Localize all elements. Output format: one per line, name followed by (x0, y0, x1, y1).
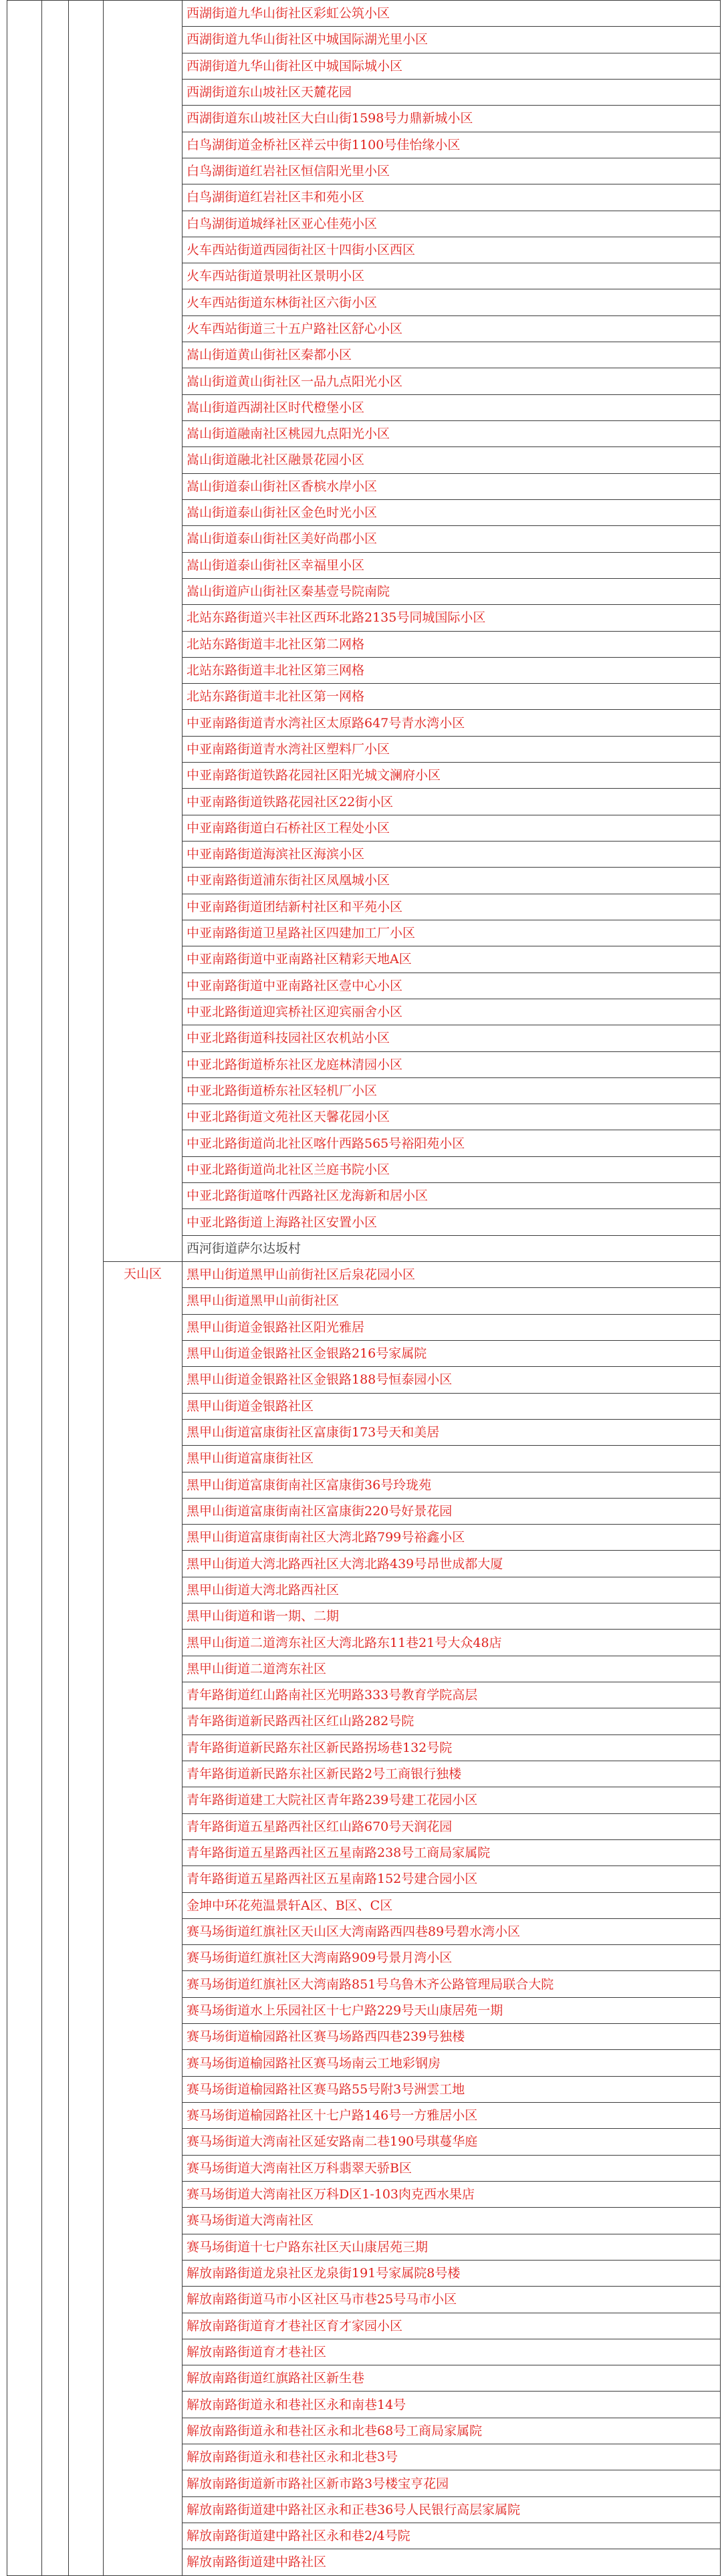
blank-cell (42, 1, 69, 2576)
address-cell: 黑甲山街道二道湾东社区大湾北路东11巷21号大众48店 (183, 1630, 721, 1656)
address-cell: 北站东路街道丰北社区第二网格 (183, 631, 721, 657)
address-cell: 火车西站街道东林街社区六街小区 (183, 289, 721, 315)
address-cell: 中亚北路街道桥东社区龙庭林清园小区 (183, 1051, 721, 1077)
address-cell: 中亚北路街道文苑社区天馨花园小区 (183, 1104, 721, 1130)
address-cell: 白鸟湖街道红岩社区丰和苑小区 (183, 184, 721, 211)
address-cell: 黑甲山街道富康街南社区富康街36号玲珑苑 (183, 1472, 721, 1498)
address-cell: 赛马场街道红旗社区大湾南路909号景月湾小区 (183, 1945, 721, 1971)
address-cell: 中亚南路街道铁路花园社区22街小区 (183, 789, 721, 815)
address-cell: 中亚南路街道白石桥社区工程处小区 (183, 815, 721, 841)
district-label: 天山区 (123, 1267, 162, 1281)
address-cell: 青年路街道五星路西社区五星南路238号工商局家属院 (183, 1839, 721, 1865)
address-cell: 中亚南路街道青水湾社区太原路647号青水湾小区 (183, 710, 721, 736)
table-row (7, 1262, 721, 1288)
address-cell: 中亚南路街道铁路花园社区阳光城文澜府小区 (183, 763, 721, 789)
address-cell: 黑甲山街道金银路社区金银路216号家属院 (183, 1340, 721, 1366)
address-cell: 火车西站街道景明社区景明小区 (183, 263, 721, 289)
address-cell: 中亚北路街道迎宾桥社区迎宾丽舍小区 (183, 999, 721, 1025)
address-cell: 中亚北路街道尚北社区喀什西路565号裕阳苑小区 (183, 1130, 721, 1156)
address-cell: 中亚南路街道海滨社区海滨小区 (183, 842, 721, 868)
address-cell: 嵩山街道庐山街社区秦基壹号院南院 (183, 578, 721, 604)
address-cell: 黑甲山街道金银路社区金银路188号恒泰园小区 (183, 1367, 721, 1393)
address-cell: 中亚北路街道科技园社区农机站小区 (183, 1025, 721, 1051)
address-cell: 赛马场街道榆园路社区赛马场路西四巷239号独楼 (183, 2024, 721, 2050)
address-cell: 解放南路街道永和巷社区永和北巷68号工商局家属院 (183, 2418, 721, 2444)
address-cell: 解放南路街道永和巷社区永和南巷14号 (183, 2392, 721, 2418)
address-cell: 解放南路街道育才巷社区 (183, 2339, 721, 2365)
address-cell: 黑甲山街道金银路社区阳光雅居 (183, 1314, 721, 1340)
address-cell: 火车西站街道三十五户路社区舒心小区 (183, 315, 721, 342)
blank-cell (7, 1, 42, 2576)
address-cell: 青年路街道五星路西社区五星南路152号建合园小区 (183, 1866, 721, 1892)
address-cell: 西湖街道九华山街社区中城国际城小区 (183, 53, 721, 79)
address-cell: 金坤中环花苑温景轩A区、B区、C区 (183, 1892, 721, 1918)
table-row (7, 1, 721, 27)
address-cell: 西湖街道九华山街社区彩虹公筑小区 (183, 1, 721, 27)
address-cell: 青年路街道新民路东社区新民路2号工商银行独楼 (183, 1761, 721, 1787)
address-cell: 赛马场街道十七户路东社区天山康居苑三期 (183, 2234, 721, 2260)
address-cell: 中亚南路街道青水湾社区塑料厂小区 (183, 736, 721, 762)
address-cell: 中亚南路街道团结新村社区和平苑小区 (183, 894, 721, 920)
address-cell: 青年路街道新民路东社区新民路拐场巷132号院 (183, 1734, 721, 1761)
address-cell: 黑甲山街道富康街社区 (183, 1446, 721, 1472)
address-cell: 火车西站街道西园街社区十四街小区西区 (183, 237, 721, 263)
address-cell: 解放南路街道新市路社区新市路3号楼宝亨花园 (183, 2470, 721, 2496)
address-cell: 嵩山街道泰山街社区幸福里小区 (183, 552, 721, 578)
address-cell: 嵩山街道泰山街社区美好尚郡小区 (183, 526, 721, 552)
address-table-body (7, 1, 721, 2576)
address-cell: 中亚北路街道尚北社区兰庭书院小区 (183, 1156, 721, 1182)
address-cell: 嵩山街道融北社区融景花园小区 (183, 447, 721, 473)
address-cell: 黑甲山街道和谐一期、二期 (183, 1603, 721, 1630)
address-cell: 白鸟湖街道金桥社区祥云中街1100号佳怡缘小区 (183, 132, 721, 158)
address-cell: 西湖街道东山坡社区天麓花园 (183, 79, 721, 105)
address-cell: 解放南路街道永和巷社区永和北巷3号 (183, 2444, 721, 2470)
address-cell: 赛马场街道榆园路社区十七户路146号一方雅居小区 (183, 2103, 721, 2129)
address-cell: 赛马场街道大湾南社区万科D区1-103肉克西水果店 (183, 2181, 721, 2207)
address-cell: 解放南路街道红旗路社区新生巷 (183, 2365, 721, 2392)
address-cell: 青年路街道新民路西社区红山路282号院 (183, 1708, 721, 1734)
address-cell: 嵩山街道泰山街社区金色时光小区 (183, 499, 721, 525)
address-cell: 解放南路街道育才巷社区育才家园小区 (183, 2313, 721, 2339)
address-cell: 嵩山街道融南社区桃园九点阳光小区 (183, 421, 721, 447)
address-cell: 解放南路街道建中路社区 (183, 2549, 721, 2575)
address-cell: 中亚北路街道桥东社区轻机厂小区 (183, 1077, 721, 1104)
address-cell: 北站东路街道兴丰社区西环北路2135号同城国际小区 (183, 605, 721, 631)
address-cell: 中亚南路街道浦东街社区凤凰城小区 (183, 868, 721, 894)
address-cell: 赛马场街道榆园路社区赛马场南云工地彩钢房 (183, 2050, 721, 2076)
address-cell: 西湖街道东山坡社区大白山街1598号力鼎新城小区 (183, 106, 721, 132)
address-cell: 黑甲山街道大湾北路西社区 (183, 1577, 721, 1603)
address-cell: 北站东路街道丰北社区第一网格 (183, 684, 721, 710)
address-table (7, 0, 721, 2576)
address-cell: 解放南路街道建中路社区永和正巷36号人民银行高层家属院 (183, 2496, 721, 2523)
address-cell: 嵩山街道黄山街社区一品九点阳光小区 (183, 368, 721, 394)
address-cell: 解放南路街道马市小区社区马市巷25号马市小区 (183, 2287, 721, 2313)
address-cell: 黑甲山街道金银路社区 (183, 1393, 721, 1419)
address-cell: 中亚南路街道中亚南路社区壹中心小区 (183, 973, 721, 999)
address-cell: 嵩山街道泰山街社区香槟水岸小区 (183, 473, 721, 499)
address-cell: 黑甲山街道黑甲山前街社区后泉花园小区 (183, 1262, 721, 1288)
address-cell: 黑甲山街道富康街南社区大湾北路799号裕鑫小区 (183, 1525, 721, 1551)
address-cell: 赛马场街道大湾南社区 (183, 2208, 721, 2234)
address-cell: 中亚南路街道中亚南路社区精彩天地A区 (183, 946, 721, 973)
address-cell: 解放南路街道建中路社区永和巷2/4号院 (183, 2523, 721, 2549)
address-cell: 青年路街道五星路西社区红山路670号天润花园 (183, 1813, 721, 1839)
address-cell: 嵩山街道西湖社区时代橙堡小区 (183, 394, 721, 420)
blank-cell (69, 1, 104, 2576)
address-cell: 黑甲山街道大湾北路西社区大湾北路439号昂世成都大厦 (183, 1551, 721, 1577)
address-cell: 赛马场街道大湾南社区延安路南二巷190号琪蔓华庭 (183, 2129, 721, 2155)
address-cell: 黑甲山街道富康街南社区富康街220号好景花园 (183, 1498, 721, 1524)
address-cell: 赛马场街道红旗社区大湾南路851号乌鲁木齐公路管理局联合大院 (183, 1971, 721, 1997)
address-cell: 中亚南路街道卫星路社区四建加工厂小区 (183, 920, 721, 946)
address-cell: 白鸟湖街道红岩社区恒信阳光里小区 (183, 158, 721, 184)
address-cell: 中亚北路街道喀什西路社区龙海新和居小区 (183, 1183, 721, 1209)
address-cell: 黑甲山街道二道湾东社区 (183, 1656, 721, 1682)
address-cell: 黑甲山街道黑甲山前街社区 (183, 1288, 721, 1314)
address-cell: 赛马场街道红旗社区天山区大湾南路西四巷89号碧水湾小区 (183, 1918, 721, 1944)
district-cell-blank (104, 1, 183, 1262)
address-cell: 赛马场街道榆园路社区赛马路55号附3号洲雲工地 (183, 2076, 721, 2102)
address-cell: 西河街道萨尔达坂村 (183, 1235, 721, 1261)
address-cell: 黑甲山街道富康街社区富康街173号天和美居 (183, 1419, 721, 1445)
address-cell: 解放南路街道龙泉社区龙泉街191号家属院8号楼 (183, 2260, 721, 2286)
address-cell: 赛马场街道大湾南社区万科翡翠天骄B区 (183, 2155, 721, 2181)
district-cell (104, 1262, 183, 2576)
address-cell: 赛马场街道水上乐园社区十七户路229号天山康居苑一期 (183, 1997, 721, 2023)
address-cell: 西湖街道九华山街社区中城国际湖光里小区 (183, 27, 721, 53)
address-cell: 青年路街道红山路南社区光明路333号教育学院高层 (183, 1682, 721, 1708)
address-cell: 青年路街道建工大院社区青年路239号建工花园小区 (183, 1787, 721, 1813)
address-cell: 嵩山街道黄山街社区秦都小区 (183, 342, 721, 368)
address-cell: 北站东路街道丰北社区第三网格 (183, 657, 721, 683)
address-cell: 白鸟湖街道城绎社区亚心佳苑小区 (183, 211, 721, 237)
address-cell: 中亚北路街道上海路社区安置小区 (183, 1209, 721, 1235)
